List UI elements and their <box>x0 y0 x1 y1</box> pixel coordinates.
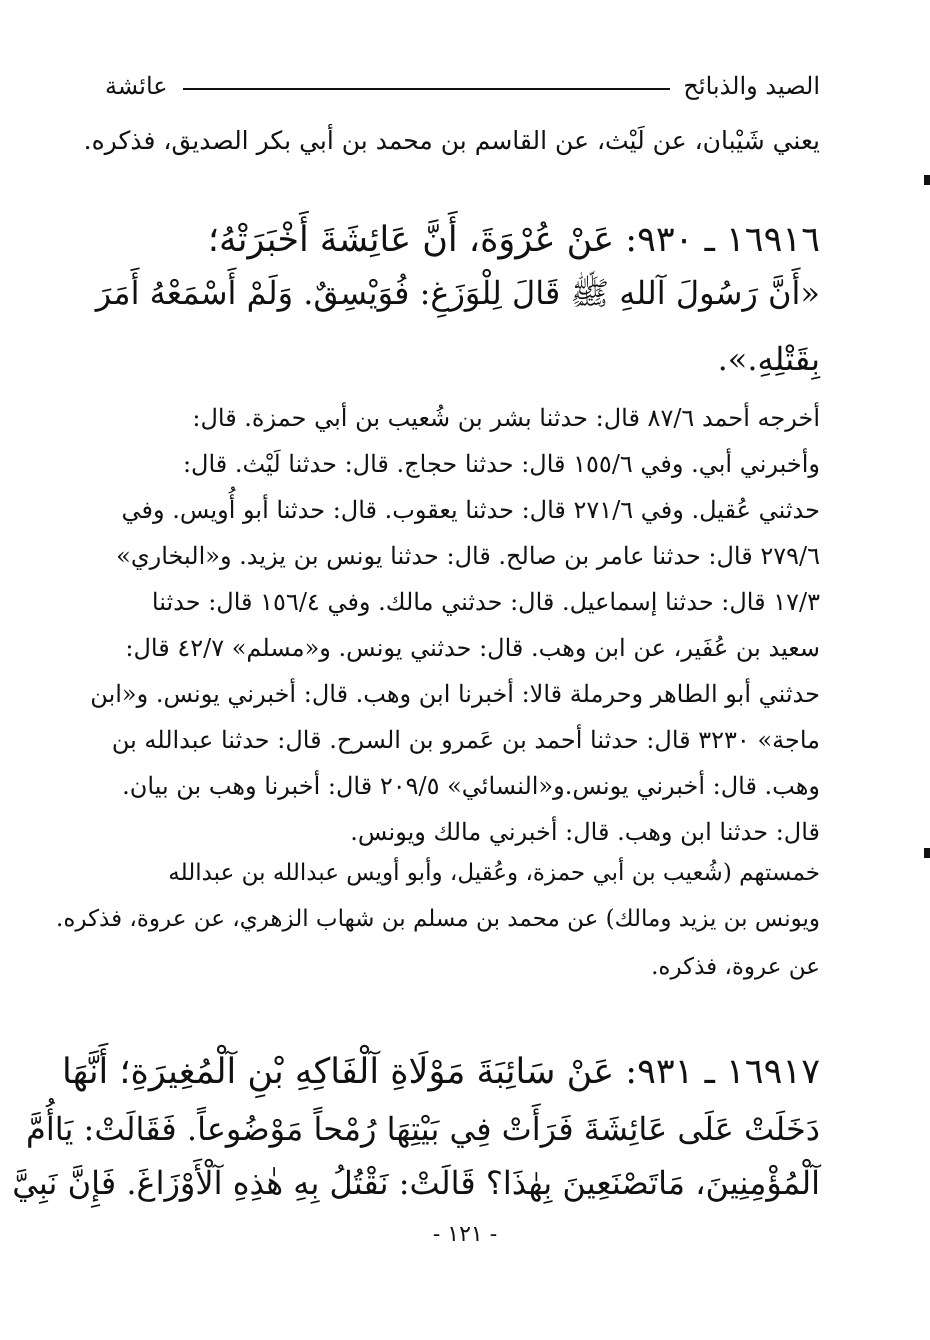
hadith-text-line: دَخَلَتْ عَلَى عَائِشَةَ فَرَأَتْ فِي بَيْتِهَا رُمْحاً مَوْضُوعاً. فَقَالَتْ: يَاأُمَّ <box>26 1110 820 1148</box>
margin-mark <box>924 848 930 858</box>
hadith-text-line: «أَنَّ رَسُولَ آللهِ ﷺ قَالَ لِلْوَزَغِ: فُوَيْسِقٌ. وَلَمْ أَسْمَعْهُ أَمَرَ <box>95 274 820 312</box>
hadith-heading: ١٦٩١٧ ـ ٩٣١: عَنْ سَائِبَةَ مَوْلَاةِ آلْفَاكِهِ بْنِ آلْمُغِيرَةِ؛ أَنَّهَا <box>62 1052 820 1092</box>
margin-mark <box>924 175 930 185</box>
hadith-heading: ١٦٩١٦ ـ ٩٣٠: عَنْ عُرْوَةَ، أَنَّ عَائِشَةَ أَخْبَرَتْهُ؛ <box>207 220 820 260</box>
running-header <box>105 72 820 112</box>
summary-line: خمستهم (شُعيب بن أبي حمزة، وعُقيل، وأبو أويس عبدالله بن عبدالله <box>168 860 820 886</box>
header-rule <box>183 88 670 90</box>
reference-line: أخرجه أحمد ٨٧/٦ قال: حدثنا بشر بن شُعيب بن أبي حمزة. قال: <box>192 404 820 432</box>
intro-line: يعني شَيْبان، عن لَيْث، عن القاسم بن محمد بن أبي بكر الصديق، فذكره. <box>83 126 820 155</box>
reference-line: حدثني عُقيل. وفي ٢٧١/٦ قال: حدثنا يعقوب. قال: حدثنا أبو أُويس. وفي <box>121 496 820 524</box>
reference-line: ١٧/٣ قال: حدثنا إسماعيل. قال: حدثني مالك. وفي ١٥٦/٤ قال: حدثنا <box>151 588 820 616</box>
narrator-name: عائشة <box>105 72 168 100</box>
reference-line: سعيد بن عُفَير، عن ابن وهب. قال: حدثني يونس. و«مسلم» ٤٢/٧ قال: <box>125 634 820 662</box>
page-number: - ١٢١ - <box>432 1222 498 1247</box>
reference-line: ماجة» ٣٢٣٠ قال: حدثنا أحمد بن عَمرو بن السرح. قال: حدثنا عبدالله بن <box>111 726 820 754</box>
reference-line: وهب. قال: أخبرني يونس.و«النسائي» ٢٠٩/٥ قال: أخبرنا وهب بن بيان. <box>122 772 820 800</box>
reference-line: وأخبرني أبي. وفي ١٥٥/٦ قال: حدثنا حجاج. قال: حدثنا لَيْث. قال: <box>182 450 820 478</box>
hadith-text-line: آلْمُؤْمِنِينَ، مَاتَصْنَعِينَ بِهٰذَا؟ قَالَتْ: نَقْتُلُ بِهِ هٰذِهِ آلْأَوْزَاغَ. فَإِنَّ نَبِيَّ <box>12 1164 820 1202</box>
reference-line: قال: حدثنا ابن وهب. قال: أخبرني مالك ويونس. <box>350 818 820 846</box>
summary-line: ويونس بن يزيد ومالك) عن محمد بن مسلم بن شهاب الزهري، عن عروة، فذكره. <box>56 906 820 932</box>
reference-line: حدثني أبو الطاهر وحرملة قالا: أخبرنا ابن وهب. قال: أخبرني يونس. و«ابن <box>90 680 820 708</box>
section-title: الصيد والذبائح <box>683 72 820 100</box>
reference-line: ٢٧٩/٦ قال: حدثنا عامر بن صالح. قال: حدثنا يونس بن يزيد. و«البخاري» <box>116 542 820 570</box>
hadith-text-line: بِقَتْلِهِ.». <box>717 340 820 378</box>
summary-line: عن عروة، فذكره. <box>651 954 820 980</box>
